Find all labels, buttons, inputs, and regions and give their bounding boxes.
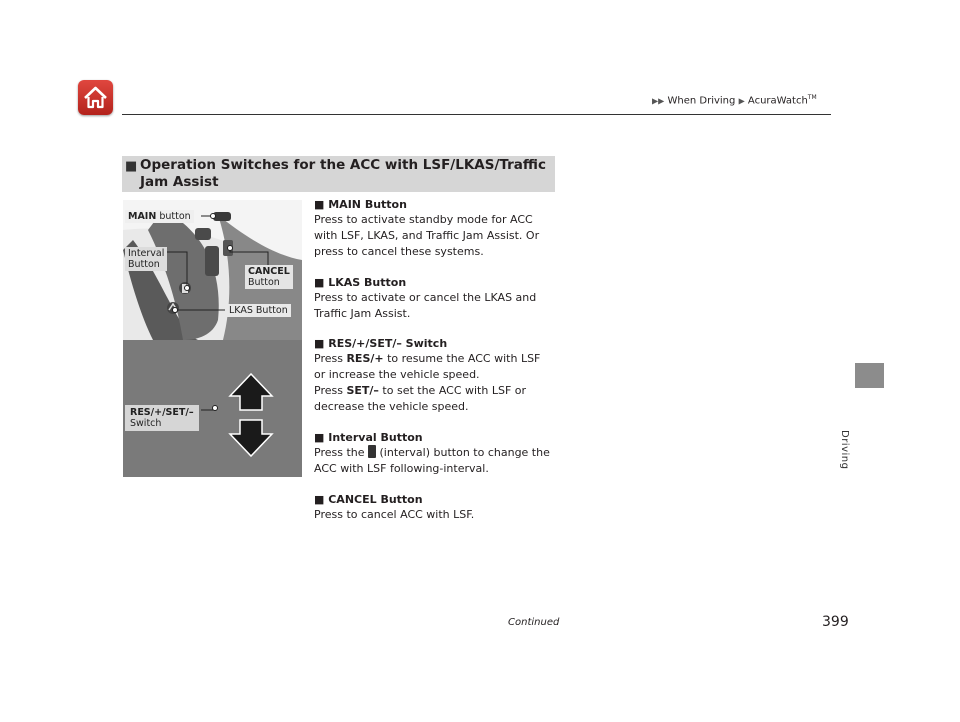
- home-icon: [78, 80, 113, 115]
- steering-switch-figure: [123, 200, 302, 477]
- entry-title-cancel: ■ CANCEL Button: [314, 493, 423, 506]
- home-button[interactable]: [78, 80, 113, 115]
- entry-body-res-set: Press RES/+ to resume the ACC with LSF or increase the vehicle speed. Press SET/– to set the ACC with LSF or decrease the vehicle speed.: [314, 352, 541, 413]
- entry-title-interval: ■ Interval Button: [314, 431, 423, 444]
- header-divider: [122, 114, 831, 115]
- entry-title-res-set: ■ RES/+/SET/– Switch: [314, 337, 448, 350]
- breadcrumb-item-acurawatch[interactable]: AcuraWatch: [747, 95, 808, 107]
- lkas-button-label: LKAS Button: [226, 304, 291, 317]
- main-button-label: MAIN button: [125, 210, 194, 223]
- chapter-tab[interactable]: [855, 363, 884, 388]
- heading-square-icon: ■: [125, 159, 138, 174]
- interval-button-label: Interval Button: [125, 247, 167, 271]
- entry-body-cancel: Press to cancel ACC with LSF.: [314, 508, 475, 521]
- breadcrumb-item-when-driving[interactable]: When Driving: [667, 95, 736, 107]
- steering-wheel-illustration: [123, 200, 302, 477]
- cancel-button-label: CANCEL Button: [245, 265, 293, 289]
- entry-title-lkas: ■ LKAS Button: [314, 276, 407, 289]
- section-title: Operation Switches for the ACC with LSF/LKAS/Traffic Jam Assist: [140, 157, 546, 190]
- entry-body-interval: Press the (interval) button to change the ACC with LSF following-interval.: [314, 446, 550, 475]
- interval-icon: [368, 445, 376, 458]
- res-set-switch-label: RES/+/SET/– Switch: [125, 405, 199, 431]
- breadcrumb-arrow-icon: ▶: [738, 96, 745, 106]
- section-heading: [122, 156, 555, 192]
- continued-note: Continued: [508, 617, 560, 628]
- trademark-sup: TM: [807, 94, 817, 101]
- entry-body-lkas: Press to activate or cancel the LKAS and Traffic Jam Assist.: [314, 291, 537, 320]
- breadcrumb-arrow-icon: ▶▶: [652, 96, 665, 106]
- page-number: 399: [822, 614, 849, 630]
- breadcrumb: [652, 94, 817, 106]
- chapter-label: Driving: [839, 430, 850, 470]
- entry-title-main: ■ MAIN Button: [314, 198, 407, 211]
- entry-body-main: Press to activate standby mode for ACC with LSF, LKAS, and Traffic Jam Assist. Or press to cancel these systems.: [314, 213, 540, 258]
